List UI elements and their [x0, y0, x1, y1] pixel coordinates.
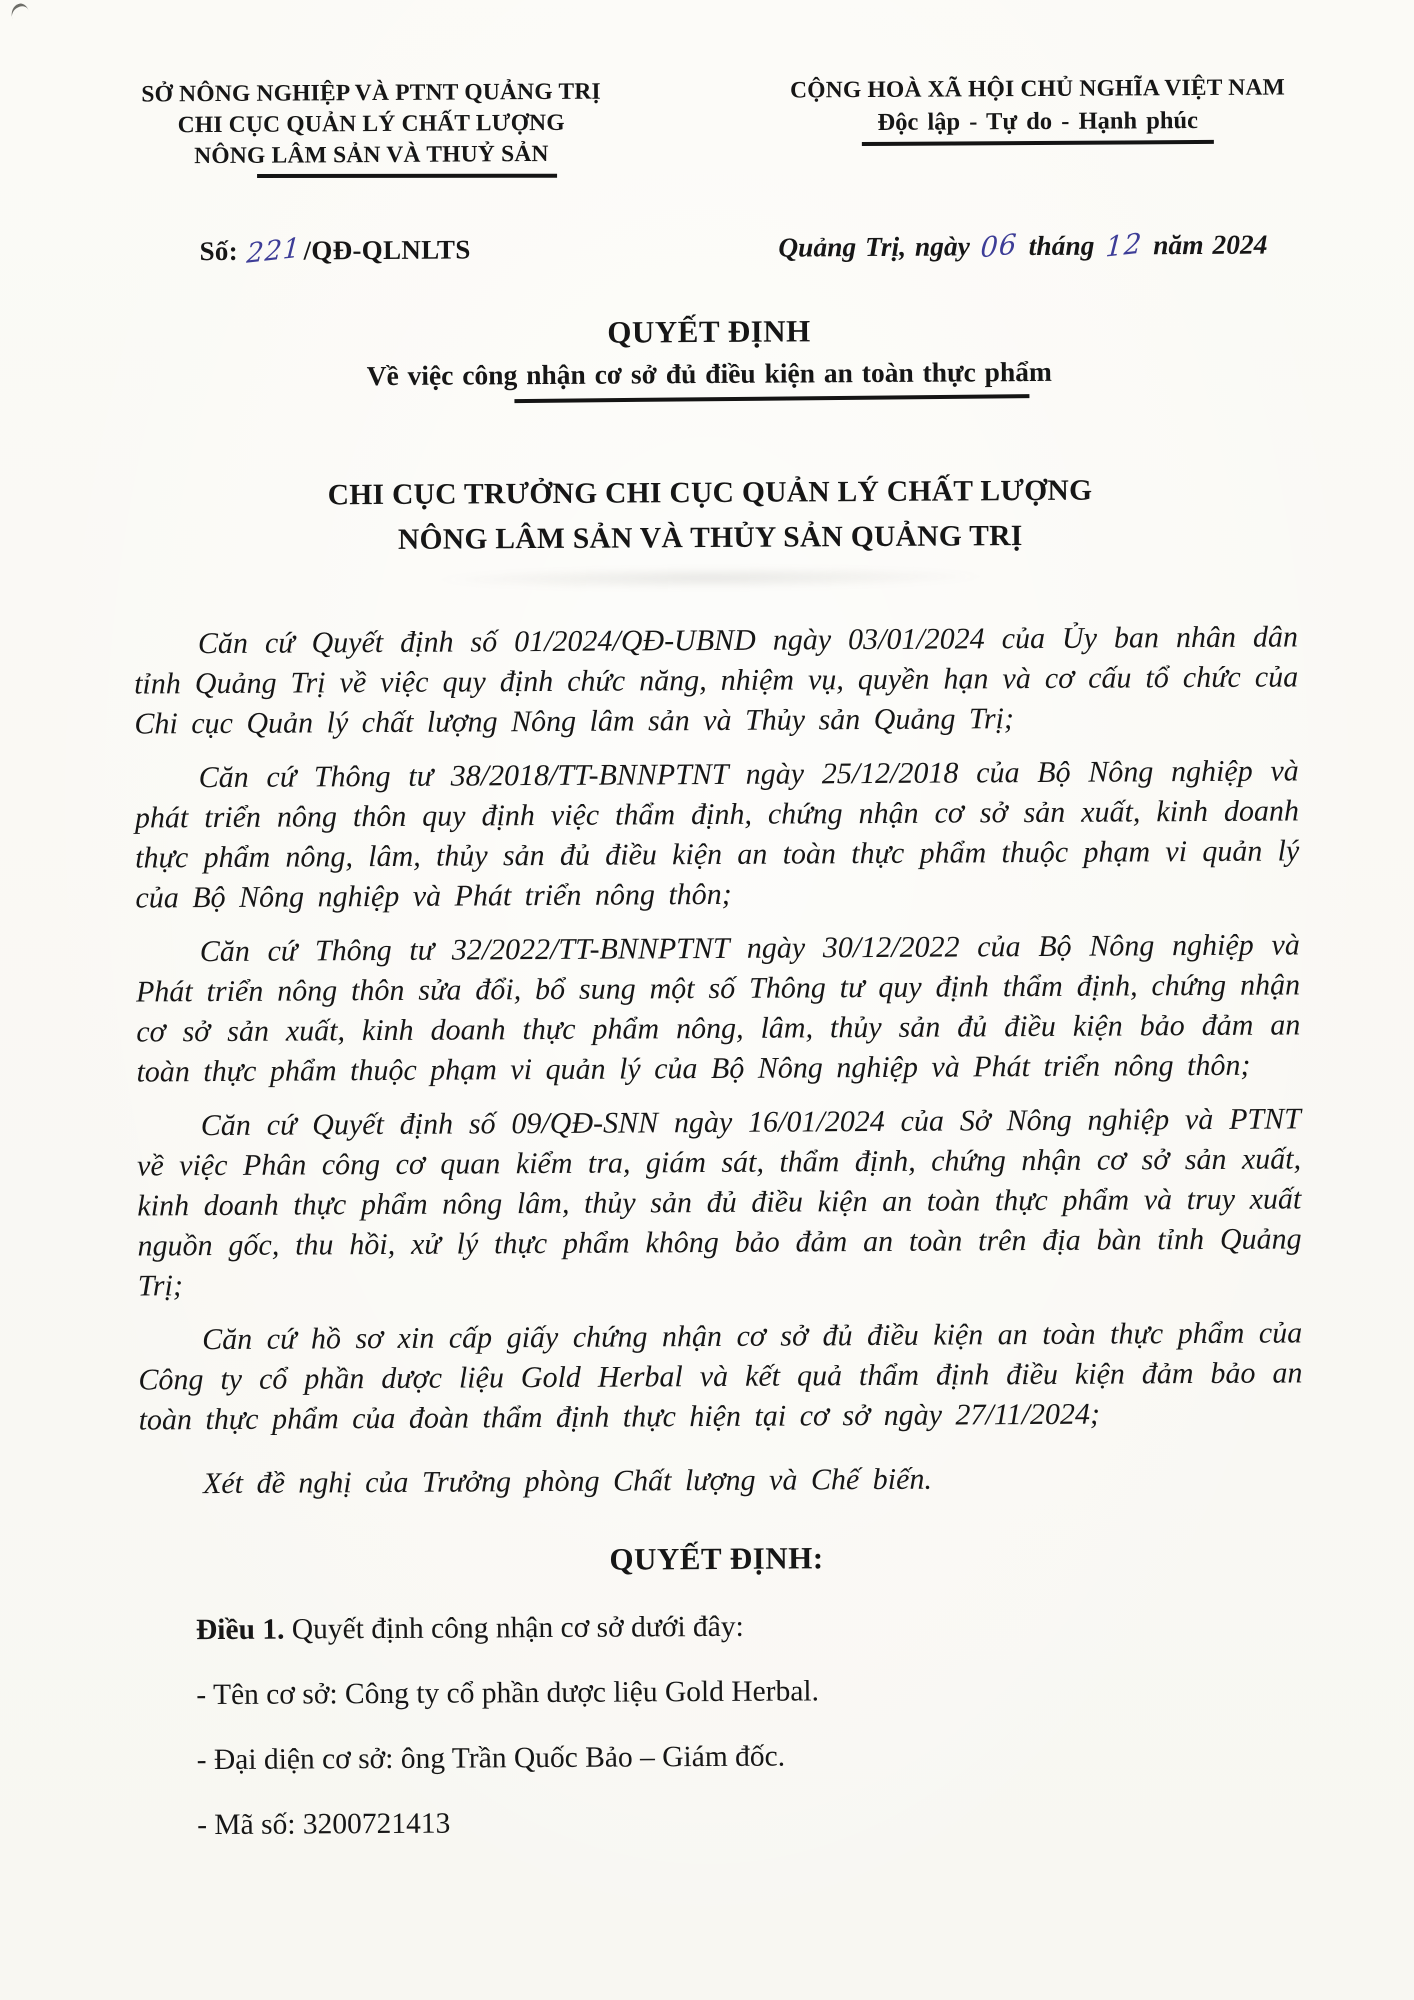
facility-name-line: - Tên cơ sở: Công ty cổ phần dược liệu Gold Herbal.: [196, 1674, 820, 1711]
national-motto-block: [782, 72, 1293, 175]
handwritten-month: 12: [1104, 227, 1144, 264]
facility-code-line: - Mã số: 3200721413: [197, 1807, 451, 1841]
authority-line2: NÔNG LÂM SẢN VÀ THỦY SẢN QUẢNG TRỊ: [397, 519, 1023, 556]
motto-underline: [862, 140, 1214, 146]
number-date-row: [1, 172, 1414, 269]
date-suffix: năm 2024: [1153, 228, 1268, 261]
place-date-line: [778, 229, 1267, 264]
number-suffix: /QĐ-QLNLTS: [303, 234, 471, 266]
handwritten-day: 06: [979, 227, 1019, 265]
document-number: [199, 232, 471, 270]
agency-name-line2: NÔNG LÂM SẢN VÀ THUỶ SẢN: [194, 140, 549, 170]
date-prefix: Quảng Trị, ngày: [778, 230, 971, 263]
preamble-paragraph: Căn cứ Thông tư 38/2018/TT-BNNPTNT ngày 25/12/2018 của Bộ Nông nghiệp và phát triển nông thôn quy định việc thẩm định, chứng nhận cơ sở sản xuất, kinh doanh thực phẩm nông, lâm, thủy sản đủ điều kiện an toàn thực phẩm thuộc phạm vi quản lý của Bộ Nông nghiệp và Phát triển nông thôn;: [134, 753, 1300, 915]
agency-underline: [257, 174, 557, 178]
issuing-agency-block: [138, 77, 604, 180]
agency-parent-name: SỞ NÔNG NGHIỆP VÀ PTNT QUẢNG TRỊ: [141, 78, 601, 108]
preamble-paragraph: Căn cứ Thông tư 32/2022/TT-BNNPTNT ngày 30/12/2022 của Bộ Nông nghiệp và Phát triển nông thôn sửa đổi, bổ sung một số Thông tư quy định thẩm định, chứng nhận cơ sở sản xuất, kinh doanh thực phẩm nông, lâm, thủy sản đủ điều kiện bảo đảm an toàn thực phẩm thuộc phạm vi quản lý của Bộ Nông nghiệp và Phát triển nông thôn;: [135, 927, 1301, 1089]
national-title: CỘNG HOÀ XÃ HỘI CHỦ NGHĨA VIỆT NAM: [790, 74, 1286, 104]
title-block: [2, 310, 1414, 405]
national-motto: Độc lập - Tự do - Hạnh phúc: [877, 107, 1199, 136]
number-label: Số:: [199, 235, 239, 267]
facility-representative-line: - Đại diện cơ sở: ông Trần Quốc Bảo – Giám đốc.: [196, 1740, 786, 1776]
scan-smudge: [430, 565, 990, 590]
decision-heading: QUYẾT ĐỊNH:: [609, 1539, 824, 1577]
date-middle: tháng: [1028, 229, 1095, 262]
article-1: [140, 1607, 1304, 1647]
article-1-label: Điều 1.: [195, 1613, 285, 1646]
preamble-section: [134, 617, 1303, 1504]
document-header: [0, 0, 1414, 180]
issuing-authority: [3, 466, 1414, 593]
subtitle-underline: [514, 394, 1029, 402]
article-1-text: Quyết định công nhận cơ sở dưới đây:: [284, 1610, 744, 1646]
preamble-paragraph: Căn cứ Quyết định số 01/2024/QĐ-UBND ngày 03/01/2024 của Ủy ban nhân dân tỉnh Quảng Trị về việc quy định chức năng, nhiệm vụ, quyền hạn và cơ cấu tổ chức của Chi cục Quản lý chất lượng Nông lâm sản và Thủy sản Quảng Trị;: [134, 619, 1299, 741]
document-subtitle: Về việc công nhận cơ sở đủ điều kiện an toàn thực phẩm: [366, 355, 1052, 392]
proposal-line: Xét đề nghị của Trưởng phòng Chất lượng và Chế biến.: [202, 1462, 933, 1500]
preamble-paragraph: Căn cứ Quyết định số 09/QĐ-SNN ngày 16/01/2024 của Sở Nông nghiệp và PTNT về việc Phân công cơ quan kiểm tra, giám sát, thẩm định, chứng nhận cơ sở sản xuất, kinh doanh thực phẩm nông lâm, thủy sản đủ điều kiện an toàn thực phẩm và truy xuất nguồn gốc, thu hồi, xử lý thực phẩm không bảo đảm an toàn trên địa bàn tỉnh Quảng Trị;: [137, 1101, 1302, 1303]
document-title: QUYẾT ĐỊNH: [607, 313, 811, 350]
handwritten-number: 221: [246, 232, 303, 270]
preamble-paragraph: Căn cứ hồ sơ xin cấp giấy chứng nhận cơ sở đủ điều kiện an toàn thực phẩm của Công ty cổ phần dược liệu Gold Herbal và kết quả thẩm định điều kiện đảm bảo an toàn thực phẩm của đoàn thẩm định thực hiện tại cơ sở ngày 27/11/2024;: [138, 1315, 1303, 1436]
authority-line1: CHI CỤC TRƯỞNG CHI CỤC QUẢN LÝ CHẤT LƯỢNG: [327, 474, 1093, 511]
agency-name-line1: CHI CỤC QUẢN LÝ CHẤT LƯỢNG: [177, 109, 565, 139]
